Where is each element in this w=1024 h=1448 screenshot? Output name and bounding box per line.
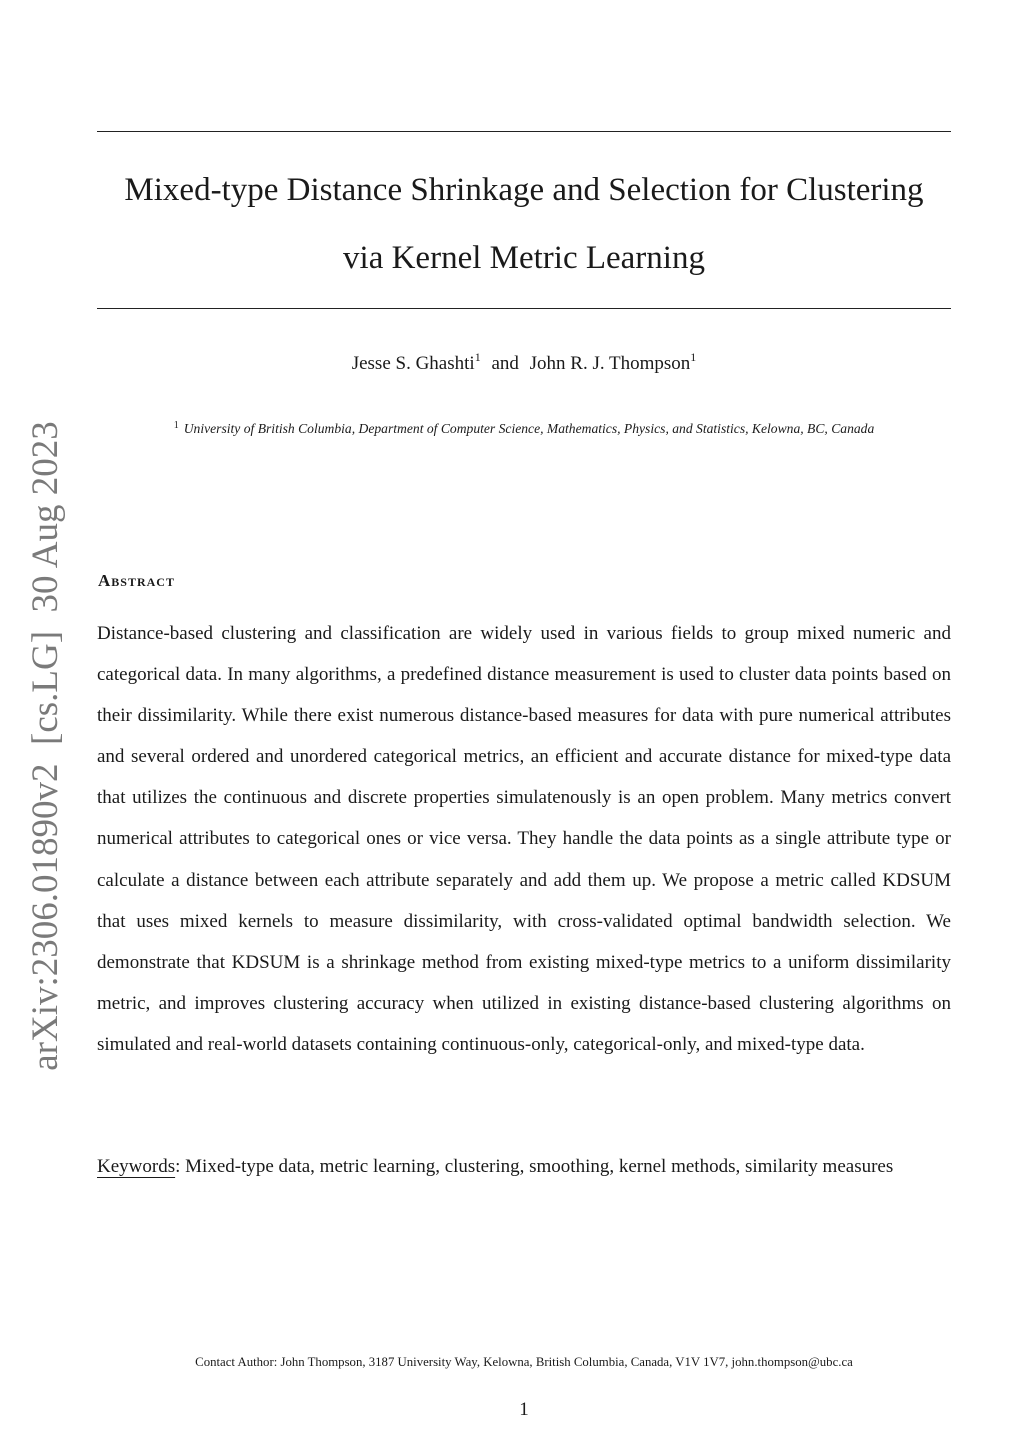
title-rule-bottom [97,308,951,309]
author-list [97,351,951,377]
affiliation-marker: 1 [173,420,179,431]
abstract-body: Distance-based clustering and classification are widely used in various fields to group mixed numeric and categorical data. In many algorithms, a predefined distance measurement is used to cluster data points based on their dissimilarity. While there exist numerous distance-based measures for data with pure numerical attributes and several ordered and unordered categorical metrics, an efficient and accurate distance for mixed-type data that utilizes the continuous and discrete properties simulatenously is an open problem. Many metrics convert numerical attributes to categorical ones or vice versa. They handle the data points as a single attribute type or calculate a distance between each attribute separately and add them up. We propose a metric called KDSUM that uses mixed kernels to measure dissimilarity, with cross-validated optimal bandwidth selection. We demonstrate that KDSUM is a shrinkage method from existing mixed-type metrics to a uniform dissimilarity metric, and improves clustering accuracy when utilized in existing distance-based clustering algorithms on simulated and real-world datasets containing continuous-only, categorical-only, and mixed-type data. [97,623,951,1055]
keywords-separator: : [175,1156,181,1177]
contact-author-footnote: Contact Author: John Thompson, 3187 University Way, Kelowna, British Columbia, Canada, V1V 1V7, john.thompson@ubc.ca [195,1355,853,1369]
abstract-heading: Abstract [98,571,175,590]
author-name: Jesse S. Ghashti [351,353,475,374]
keywords-line [97,1154,951,1180]
paper-title-line-2: via Kernel Metric Learning [343,240,705,276]
page-number: 1 [519,1399,529,1420]
keywords-text: Mixed-type data, metric learning, clustering, smoothing, kernel methods, similarity measures [185,1156,894,1177]
affiliation [97,419,951,439]
affiliation-text: University of British Columbia, Department of Computer Science, Mathematics, Physics, and Statistics, Kelowna, BC, Canada [183,421,875,436]
author-name: John R. J. Thompson [529,353,691,374]
author-affiliation-marker: 1 [690,350,697,364]
keywords-label: Keywords [97,1156,176,1177]
author-conjunction: and [491,353,519,374]
author-affiliation-marker: 1 [474,350,481,364]
paper-title-line-1: Mixed-type Distance Shrinkage and Selection for Clustering [124,172,924,208]
arxiv-identifier-stamp: arXiv:2306.01890v2 [cs.LG] 30 Aug 2023 [25,421,66,1071]
title-rule-top [97,131,951,132]
